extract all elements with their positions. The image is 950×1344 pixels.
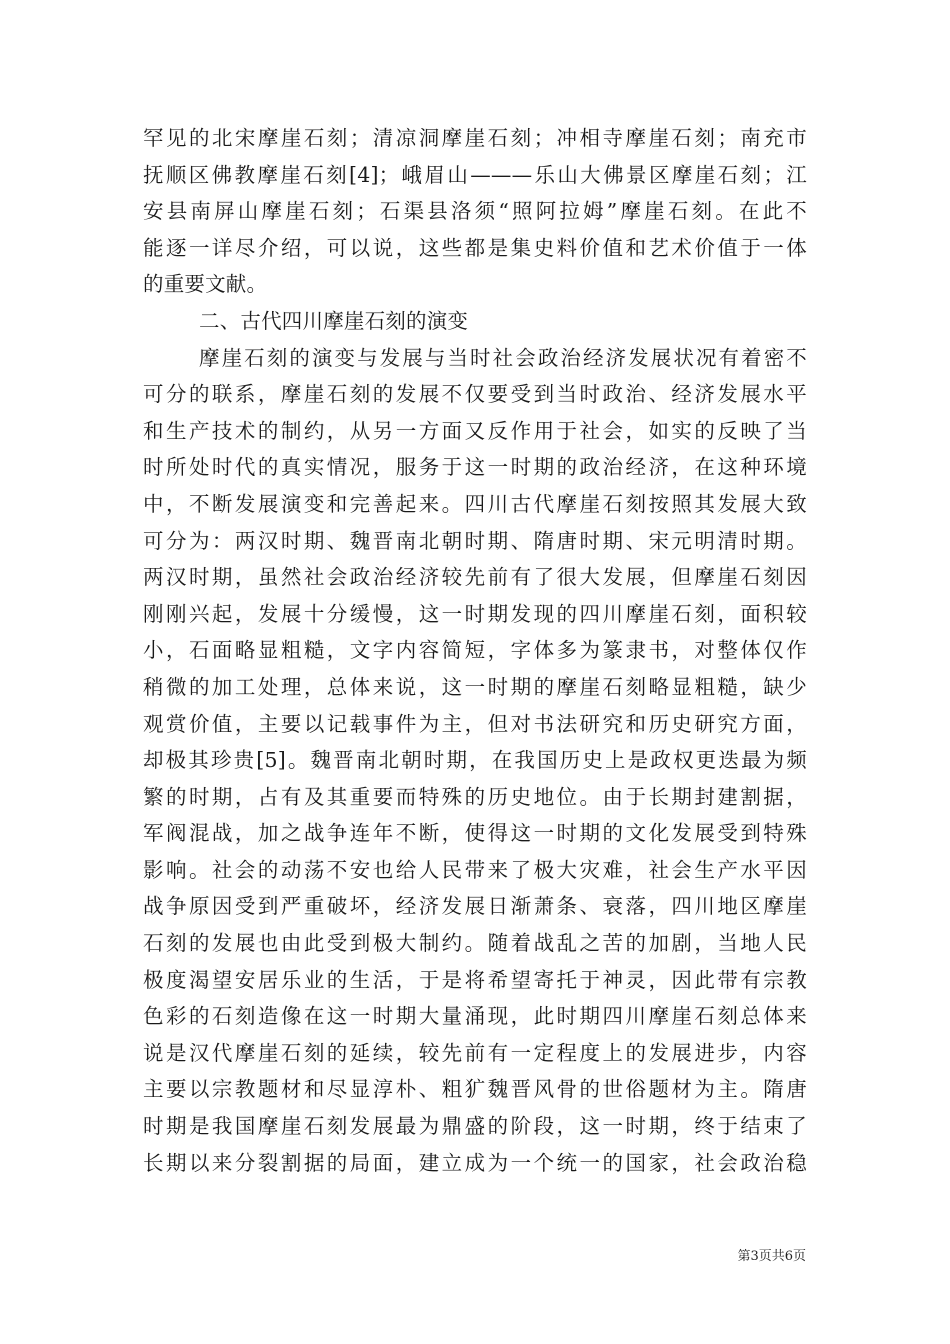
text-line: 罕见的北宋摩崖石刻；清凉洞摩崖石刻；冲相寺摩崖石刻；南充市 bbox=[143, 126, 807, 150]
text-line: 石刻的发展也由此受到极大制约。随着战乱之苦的加剧，当地人民 bbox=[143, 931, 807, 956]
text-line: 时期是我国摩崖石刻发展最为鼎盛的阶段，这一时期，终于结束了 bbox=[143, 1114, 807, 1139]
text-line: 抚顺区佛教摩崖石刻[4]；峨眉山———乐山大佛景区摩崖石刻；江 bbox=[143, 162, 807, 187]
text-line: 可分的联系，摩崖石刻的发展不仅要受到当时政治、经济发展水平 bbox=[143, 382, 807, 407]
text-line: 两汉时期，虽然社会政治经济较先前有了很大发展，但摩崖石刻因 bbox=[143, 565, 807, 590]
body-text bbox=[143, 120, 807, 1181]
text-line: 安县南屏山摩崖石刻；石渠县洛须“照阿拉姆”摩崖石刻。在此不 bbox=[143, 199, 807, 224]
text-line: 极度渴望安居乐业的生活，于是将希望寄托于神灵，因此带有宗教 bbox=[143, 967, 807, 992]
text-line: 能逐一详尽介绍，可以说，这些都是集史料价值和艺术价值于一体 bbox=[143, 235, 807, 260]
section-heading: 二、古代四川摩崖石刻的演变 bbox=[199, 308, 469, 333]
text-line: 的重要文献。 bbox=[143, 272, 268, 297]
page-number: 第3页共6页 bbox=[737, 1249, 806, 1264]
text-line: 影响。社会的动荡不安也给人民带来了极大灾难，社会生产水平因 bbox=[143, 857, 807, 882]
text-line: 稍微的加工处理，总体来说，这一时期的摩崖石刻略显粗糙，缺少 bbox=[143, 674, 807, 699]
text-line: 和生产技术的制约，从另一方面又反作用于社会，如实的反映了当 bbox=[143, 418, 807, 443]
text-line: 中，不断发展演变和完善起来。四川古代摩崖石刻按照其发展大致 bbox=[143, 491, 807, 516]
text-line: 色彩的石刻造像在这一时期大量涌现，此时期四川摩崖石刻总体来 bbox=[143, 1004, 807, 1029]
text-line: 却极其珍贵[5]。魏晋南北朝时期，在我国历史上是政权更迭最为频 bbox=[143, 748, 807, 773]
text-line: 说是汉代摩崖石刻的延续，较先前有一定程度上的发展进步，内容 bbox=[143, 1040, 807, 1065]
text-line: 长期以来分裂割据的局面，建立成为一个统一的国家，社会政治稳 bbox=[143, 1150, 807, 1175]
text-line: 繁的时期，占有及其重要而特殊的历史地位。由于长期封建割据， bbox=[143, 784, 807, 809]
text-line: 军阀混战，加之战争连年不断，使得这一时期的文化发展受到特殊 bbox=[143, 821, 807, 846]
text-line: 刚刚兴起，发展十分缓慢，这一时期发现的四川摩崖石刻，面积较 bbox=[143, 601, 807, 626]
text-line: 小，石面略显粗糙，文字内容简短，字体多为篆隶书，对整体仅作 bbox=[143, 638, 807, 663]
text-line: 主要以宗教题材和尽显淳朴、粗犷魏晋风骨的世俗题材为主。隋唐 bbox=[143, 1077, 807, 1102]
text-line: 观赏价值，主要以记载事件为主，但对书法研究和历史研究方面， bbox=[143, 711, 807, 736]
paragraph-first-line: 摩崖石刻的演变与发展与当时社会政治经济发展状况有着密不 bbox=[199, 345, 807, 370]
text-line: 可分为：两汉时期、魏晋南北朝时期、隋唐时期、宋元明清时期。 bbox=[143, 528, 807, 553]
text-line: 战争原因受到严重破坏，经济发展日渐萧条、衰落，四川地区摩崖 bbox=[143, 894, 807, 919]
text-line: 时所处时代的真实情况，服务于这一时期的政治经济，在这种环境 bbox=[143, 455, 807, 480]
